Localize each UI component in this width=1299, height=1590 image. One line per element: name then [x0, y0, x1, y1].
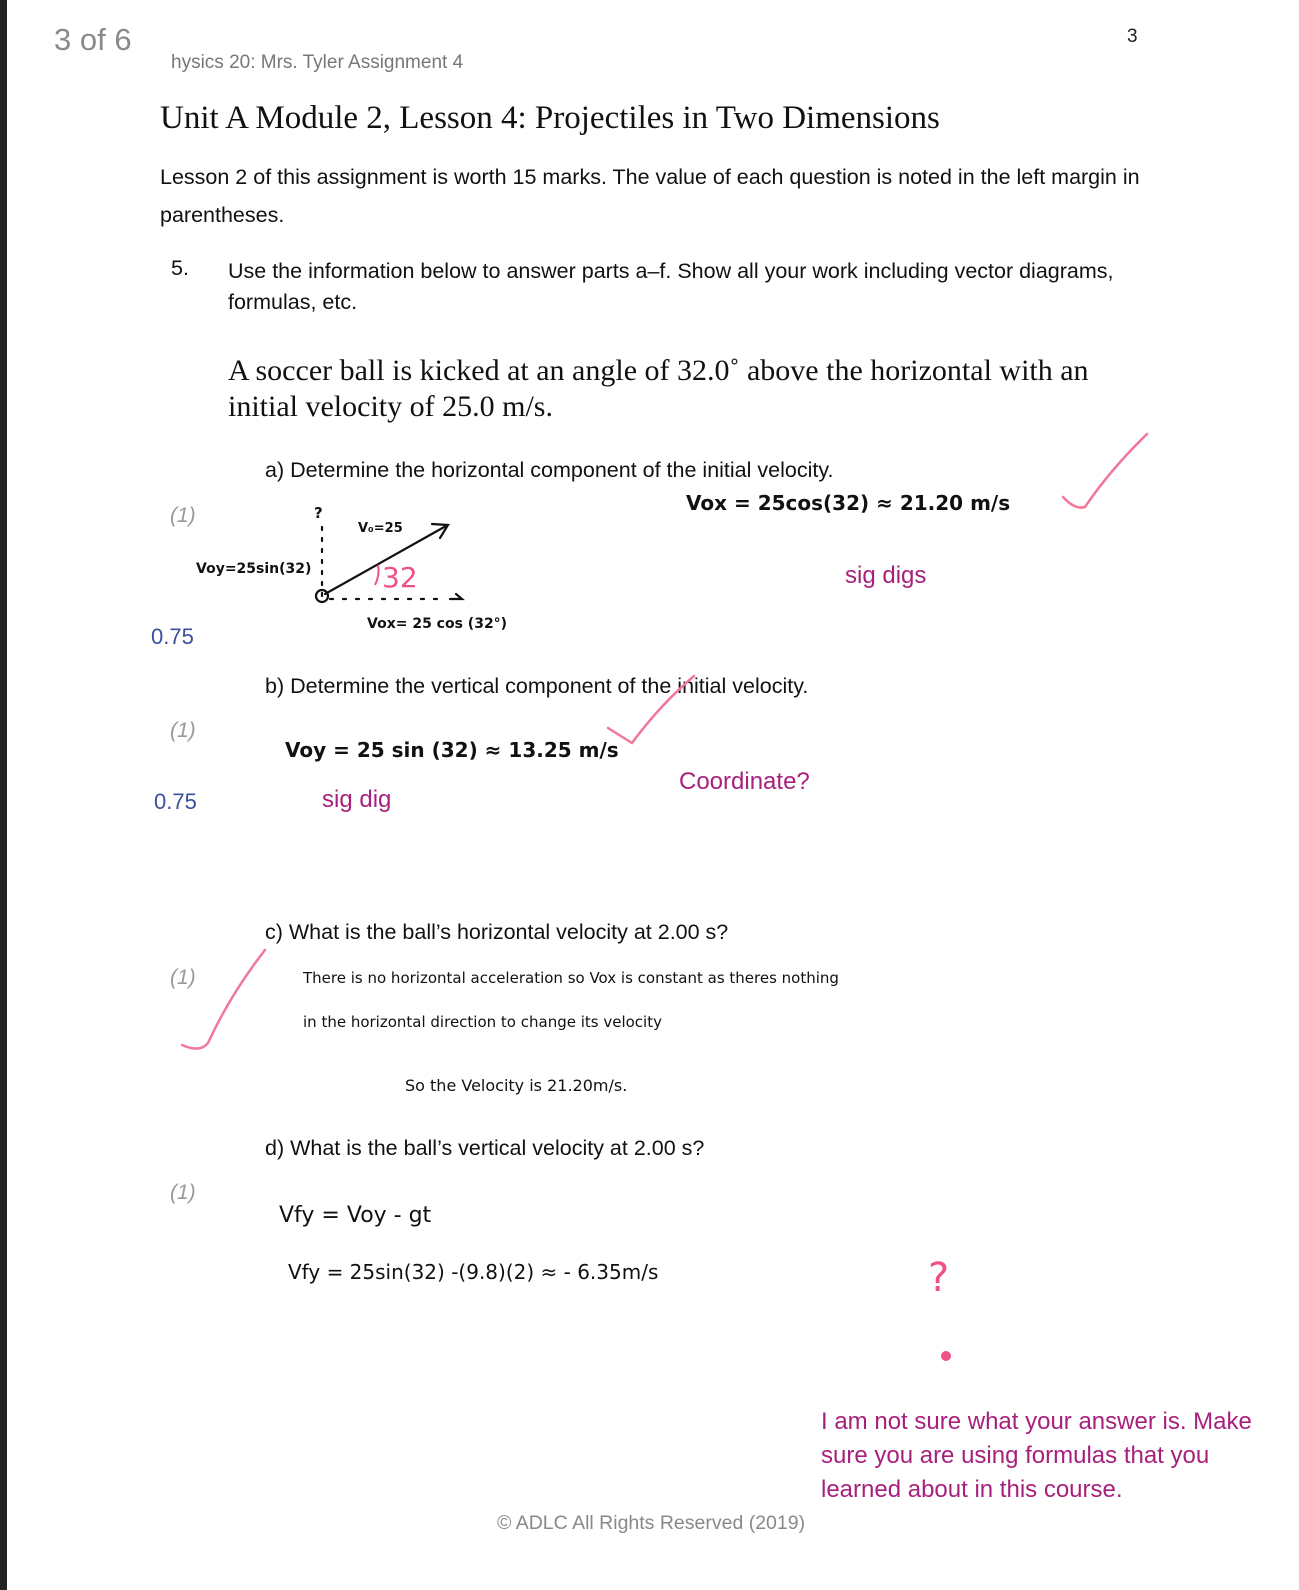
- angle-arc: [375, 565, 379, 585]
- part-c-marks: (1): [170, 966, 196, 989]
- part-b-checkmark: [608, 676, 694, 743]
- question-number: 5.: [171, 256, 189, 280]
- velocity-vector-arrow: [325, 526, 446, 594]
- part-a-marks: (1): [170, 504, 196, 527]
- part-d-answer-line1: Vfy = Voy - gt: [279, 1203, 432, 1228]
- page-title: Unit A Module 2, Lesson 4: Projectiles in Two Dimensions: [160, 100, 940, 136]
- comment-pin-icon: [941, 1351, 951, 1361]
- part-c-answer-line2: in the horizontal direction to change its velocity: [303, 1013, 662, 1031]
- part-a-feedback: sig digs: [845, 562, 927, 589]
- part-c-answer-line3: So the Velocity is 21.20m/s.: [405, 1076, 628, 1095]
- diagram-voy-label: Voy=25sin(32): [196, 561, 312, 577]
- copyright-footer: © ADLC All Rights Reserved (2019): [497, 1512, 806, 1534]
- part-b-feedback-sig: sig dig: [322, 786, 392, 813]
- part-d-feedback-note: I am not sure what your answer is. Make sure you are using formulas that you learned about in this course.: [821, 1408, 1252, 1503]
- intro-text: Lesson 2 of this assignment is worth 15 marks. The value of each question is noted in the left margin in parentheses.: [160, 165, 1140, 227]
- part-c-checkmark: [182, 950, 265, 1049]
- part-b-answer: Voy = 25 sin (32) ≈ 13.25 m/s: [285, 738, 619, 762]
- diagram-angle-label: 32: [382, 561, 418, 594]
- part-d-answer-line2: Vfy = 25sin(32) -(9.8)(2) ≈ - 6.35m/s: [288, 1260, 659, 1284]
- part-d-question-mark: ?: [928, 1255, 950, 1301]
- page-counter: 3 of 6: [54, 22, 132, 57]
- part-b-feedback-coordinate: Coordinate?: [679, 768, 810, 795]
- part-a-checkmark: [1063, 434, 1147, 508]
- part-d-label: d) What is the ball’s vertical velocity at 2.00 s?: [265, 1136, 705, 1160]
- part-a-label: a) Determine the horizontal component of the initial velocity.: [265, 458, 834, 482]
- part-d-marks: (1): [170, 1181, 196, 1204]
- part-a-answer: Vox = 25cos(32) ≈ 21.20 m/s: [686, 491, 1011, 515]
- diagram-vox-label: Vox= 25 cos (32°): [367, 616, 508, 632]
- part-b-marks: (1): [170, 719, 196, 742]
- page-number: 3: [1127, 26, 1138, 47]
- part-a-score: 0.75: [151, 624, 194, 649]
- question-text: Use the information below to answer parts a–f. Show all your work including vector diagrams, formulas, etc.: [228, 259, 1114, 314]
- part-c-answer-line1: There is no horizontal acceleration so Vox is constant as theres nothing: [303, 969, 839, 987]
- diagram-v0-label: V₀=25: [358, 521, 403, 536]
- part-c-label: c) What is the ball’s horizontal velocity at 2.00 s?: [265, 920, 729, 944]
- problem-statement: A soccer ball is kicked at an angle of 32.0˚ above the horizontal with an initial velocity of 25.0 m/s.: [228, 354, 1089, 423]
- part-b-score: 0.75: [154, 789, 197, 814]
- part-b-label: b) Determine the vertical component of the initial velocity.: [265, 674, 809, 698]
- vector-diagram: [316, 520, 462, 602]
- diagram-unknown-mark: ?: [314, 504, 323, 522]
- document-header: hysics 20: Mrs. Tyler Assignment 4: [171, 52, 464, 73]
- horizontal-arrowhead: [450, 594, 462, 599]
